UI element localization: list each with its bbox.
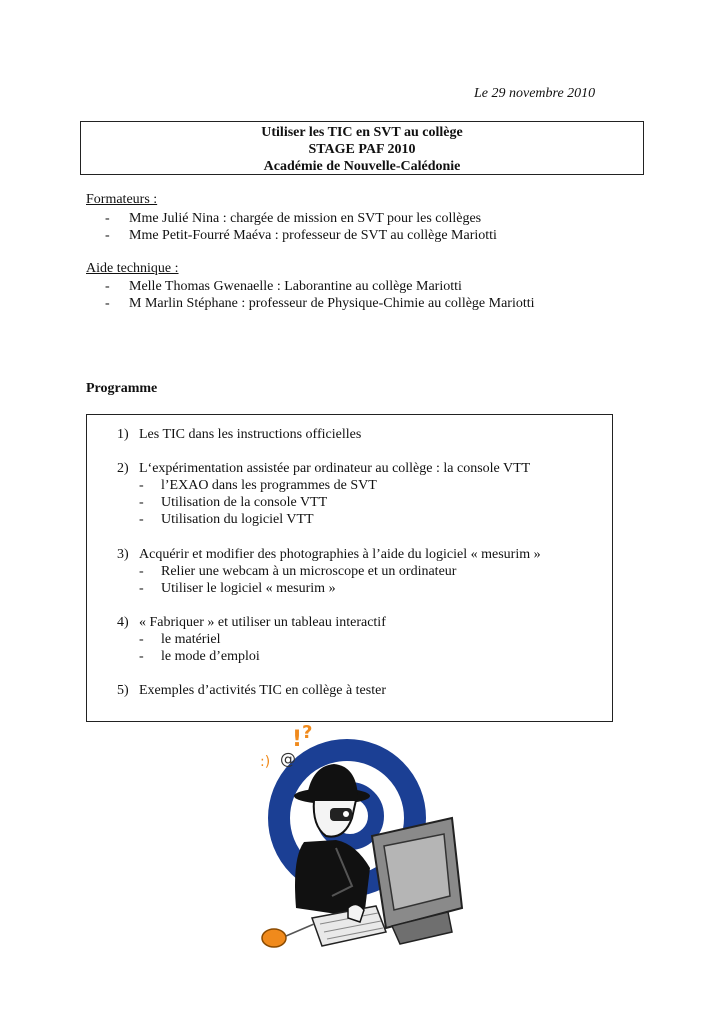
question-symbol: ? [302, 722, 313, 743]
programme-item-2 [117, 460, 530, 477]
document-date: Le 29 novembre 2010 [474, 86, 596, 101]
smiley-symbol: :) [260, 754, 271, 770]
sub-item: - le matériel [139, 631, 260, 648]
list-item: - Mme Julié Nina : chargée de mission en SVT pour les collèges [105, 210, 497, 227]
item-text: Exemples d’activités TIC en collège à tester [139, 683, 386, 698]
sub-item: - Utilisation de la console VTT [139, 494, 377, 511]
aide-list [105, 278, 535, 312]
title-line-1: Utiliser les TIC en SVT au collège [261, 125, 463, 140]
hacker-at-computer-icon [252, 718, 482, 968]
formateurs-label: Formateurs : [86, 192, 158, 207]
programme-item-3 [117, 546, 541, 563]
programme-item-3-subs [139, 563, 456, 597]
item-text: « Fabriquer » et utiliser un tableau interactif [139, 615, 386, 630]
item-number: 4) [117, 615, 129, 630]
list-item: - M Marlin Stéphane : professeur de Physique-Chimie au collège Mariotti [105, 295, 535, 312]
title-line-2: STAGE PAF 2010 [308, 142, 416, 157]
sub-item: - Relier une webcam à un microscope et un ordinateur [139, 563, 456, 580]
sub-item: - le mode d’emploi [139, 648, 260, 665]
item-number: 2) [117, 461, 129, 476]
sub-item: - l’EXAO dans les programmes de SVT [139, 477, 377, 494]
programme-box [86, 414, 613, 722]
item-number: 3) [117, 547, 129, 562]
exclamation-symbol: ! [292, 727, 303, 752]
item-number: 5) [117, 683, 129, 698]
programme-item-4-subs [139, 631, 260, 665]
sub-item: - Utiliser le logiciel « mesurim » [139, 580, 456, 597]
list-item: - Melle Thomas Gwenaelle : Laborantine au collège Mariotti [105, 278, 535, 295]
item-number: 1) [117, 427, 129, 442]
item-text: L‘expérimentation assistée par ordinateur au collège : la console VTT [139, 461, 531, 476]
sub-item: - Utilisation du logiciel VTT [139, 511, 377, 528]
aide-label: Aide technique : [86, 261, 179, 276]
list-item: - Mme Petit-Fourré Maéva : professeur de SVT au collège Mariotti [105, 227, 497, 244]
programme-item-5 [117, 682, 386, 699]
programme-item-4 [117, 614, 386, 631]
programme-title: Programme [86, 381, 158, 396]
title-box [80, 121, 644, 175]
formateurs-list [105, 210, 497, 244]
programme-item-1 [117, 426, 361, 443]
item-text: Les TIC dans les instructions officielles [139, 427, 362, 442]
programme-item-2-subs [139, 477, 377, 528]
title-line-3: Académie de Nouvelle-Calédonie [263, 159, 461, 174]
item-text: Acquérir et modifier des photographies à l’aide du logiciel « mesurim » [139, 547, 541, 562]
at-small-symbol: @ [280, 749, 296, 768]
mouse-icon [262, 929, 286, 947]
